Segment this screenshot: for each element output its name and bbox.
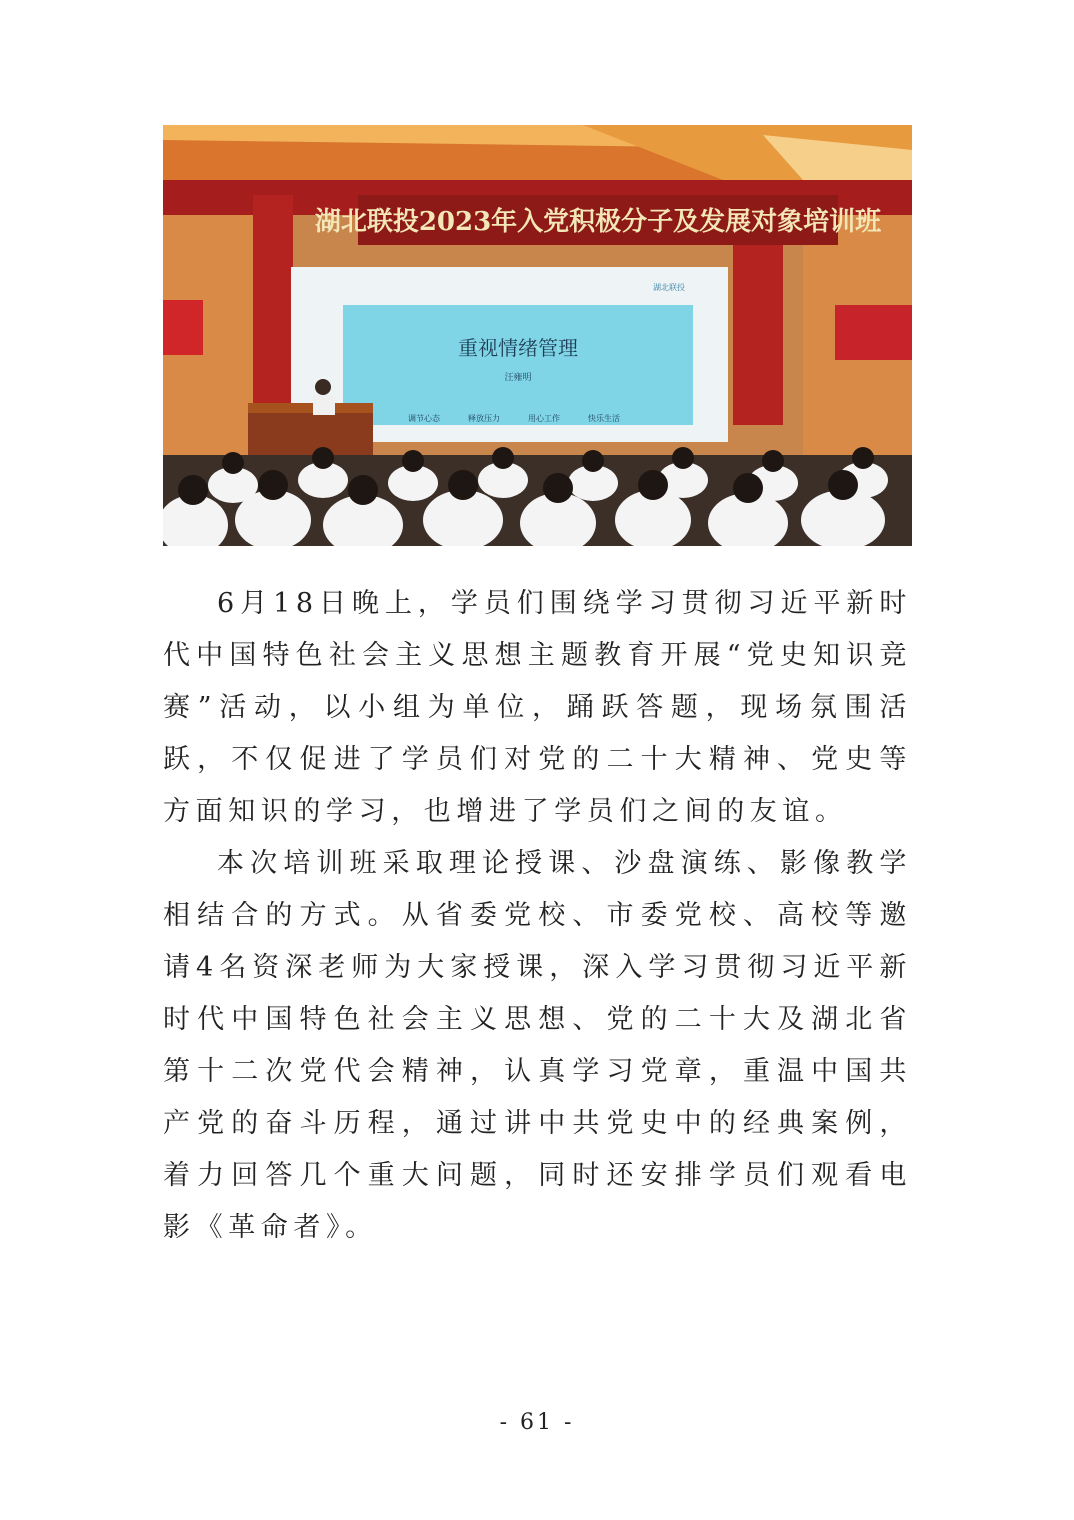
screen-title: 重视情绪管理 [458,336,578,360]
screen-subtitle: 汪雍明 [504,373,532,383]
article-body [163,578,912,1254]
screen-item: 快乐生活 [588,414,620,423]
banner-text: 湖北联投2023年入党积极分子及发展对象培训班 [314,207,882,237]
screen-item: 释放压力 [468,414,500,423]
paragraph: 6月18日晚上，学员们围绕学习贯彻习近平新时代中国特色社会主义思想主题教育开展“党史知识竞赛”活动，以小组为单位，踊跃答题，现场氛围活跃，不仅促进了学员们对党的二十大精神、党史等方面知识的学习，也增进了学员们之间的友谊。 [163,588,912,827]
paragraph: 本次培训班采取理论授课、沙盘演练、影像教学相结合的方式。从省委党校、市委党校、高校等邀请4名资深老师为大家授课，深入学习贯彻习近平新时代中国特色社会主义思想、党的二十大及湖北省第十二次党代会精神，认真学习党章，重温中国共产党的奋斗历程，通过讲中共党史中的经典案例，着力回答几个重大问题，同时还安排学员们观看电影《革命者》。 [163,848,912,1243]
page-number: - 61 - [499,1410,575,1435]
screen-logo: 湖北联投 [653,283,685,292]
training-class-photo [163,125,912,546]
screen-item: 调节心态 [408,414,440,423]
screen-item: 用心工作 [528,414,560,423]
